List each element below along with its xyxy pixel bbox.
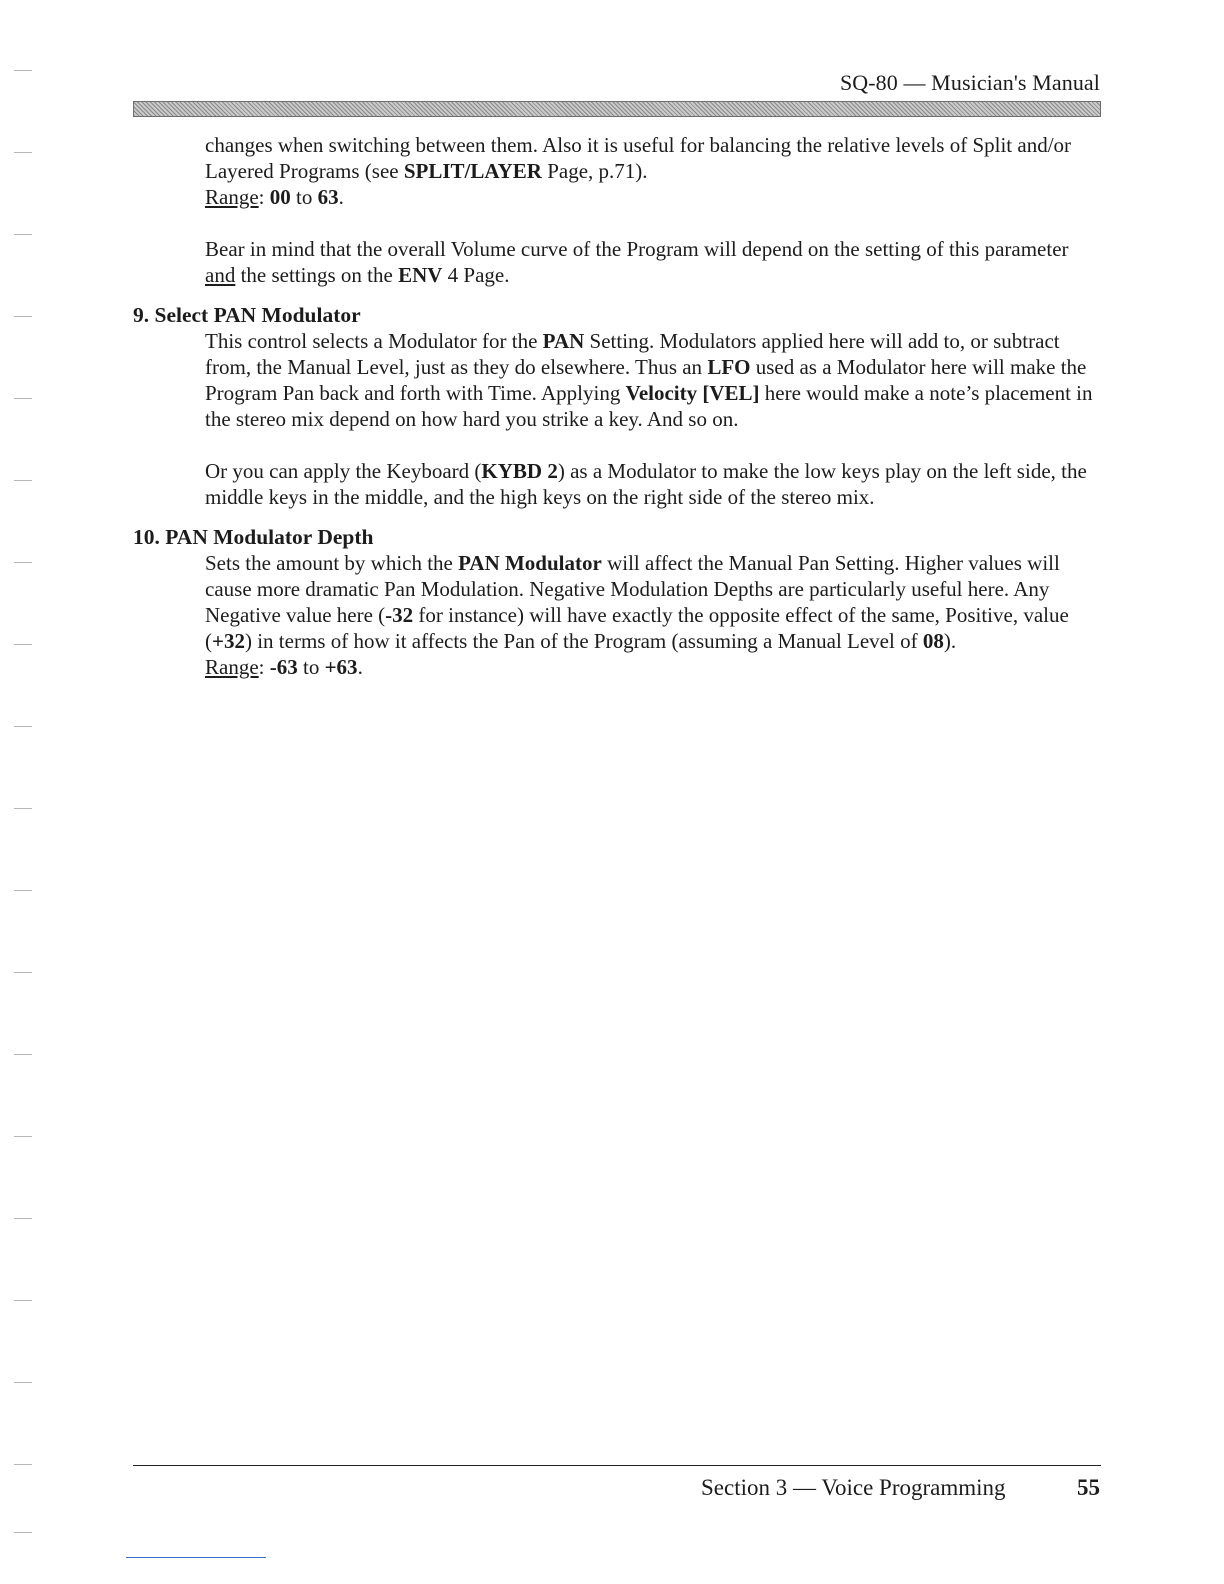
spacer (133, 510, 1101, 524)
range-label: Range (205, 655, 259, 679)
running-header: SQ-80 — Musician's Manual (839, 70, 1100, 95)
page-body (133, 132, 1101, 680)
text-run: for instance) will have exactly the opposite effect of the same, Positive, value ( (205, 603, 1069, 653)
bold-term: -32 (385, 603, 414, 627)
bold-term: KYBD 2 (481, 459, 558, 483)
bold-term: 08 (922, 629, 944, 653)
footer-section-title: Section 3 — Voice Programming (701, 1475, 1006, 1500)
text-run: here would make a note’s placement in the stereo mix depend on how hard you strike a key. And so on. (205, 381, 1093, 431)
underlined-term: and (205, 263, 236, 287)
text-run: ) as a Modulator to make the low keys play on the left side, the middle keys in the middle, and the high keys on the right side of the stereo mix. (205, 459, 1087, 509)
range-label: Range (205, 185, 259, 209)
intro-paragraph (205, 132, 1101, 184)
text-run: Page, p.71). (541, 159, 648, 183)
bold-term: PAN Modulator (458, 551, 602, 575)
bold-term: PAN (542, 329, 585, 353)
section-9-block (205, 328, 1101, 510)
spacer (205, 210, 1101, 236)
footer-rule (133, 1465, 1101, 1466)
section-10-paragraph (205, 550, 1101, 654)
range-min: 00 (269, 185, 291, 209)
range-line (205, 654, 1101, 680)
header-bar (133, 101, 1101, 117)
range-min: -63 (269, 655, 298, 679)
text-run: This control selects a Modulator for the (205, 329, 543, 353)
text-run: Bear in mind that the overall Volume curve of the Program will depend on the setting of this parameter (205, 237, 1069, 261)
text-run: . (338, 185, 344, 209)
range-max: 63 (317, 185, 339, 209)
section-9-paragraph-2 (205, 458, 1101, 510)
section-10-block (205, 550, 1101, 680)
range-line (205, 184, 1101, 210)
spacer (133, 288, 1101, 302)
text-run: to (290, 185, 318, 209)
scan-edge-line (126, 1557, 266, 1558)
spacer (205, 432, 1101, 458)
bold-term: +32 (212, 629, 245, 653)
range-max: +63 (324, 655, 358, 679)
volume-note-paragraph (205, 236, 1101, 288)
binding-hole-marks (14, 70, 38, 1550)
text-run: to (297, 655, 325, 679)
text-run: will affect the Manual Pan Setting. Higher values will cause more dramatic Pan Modulation. Negative Modulation Depths are particularly useful here. Any Negative value here ( (205, 551, 1060, 627)
text-run: Or you can apply the Keyboard ( (205, 459, 482, 483)
text-run: changes when switching between them. Also it is useful for balancing the relative levels of Split and/or Layered Programs (see (205, 133, 1072, 183)
text-run: : (258, 185, 270, 209)
section-9-heading: 9. Select PAN Modulator (133, 303, 361, 327)
text-run: ) in terms of how it affects the Pan of the Program (assuming a Manual Level of (244, 629, 923, 653)
text-run: the settings on the (235, 263, 399, 287)
section-9-paragraph-1 (205, 328, 1101, 432)
text-run: used as a Modulator here will make the Program Pan back and forth with Time. Applying (205, 355, 1087, 405)
text-run: Sets the amount by which the (205, 551, 459, 575)
text-run: . (357, 655, 363, 679)
text-run: 4 Page. (442, 263, 510, 287)
text-run: ). (943, 629, 957, 653)
bold-term: SPLIT/LAYER (403, 159, 542, 183)
bold-term: Velocity [VEL] (625, 381, 760, 405)
text-run: : (258, 655, 270, 679)
text-run: Setting. Modulators applied here will add to, or subtract from, the Manual Level, just as they do elsewhere. Thus an (205, 329, 1060, 379)
page-number: 55 (1077, 1475, 1100, 1500)
bold-term: ENV (398, 263, 443, 287)
bold-term: LFO (707, 355, 751, 379)
section-10-heading: 10. PAN Modulator Depth (133, 525, 374, 549)
intro-block (205, 132, 1101, 288)
